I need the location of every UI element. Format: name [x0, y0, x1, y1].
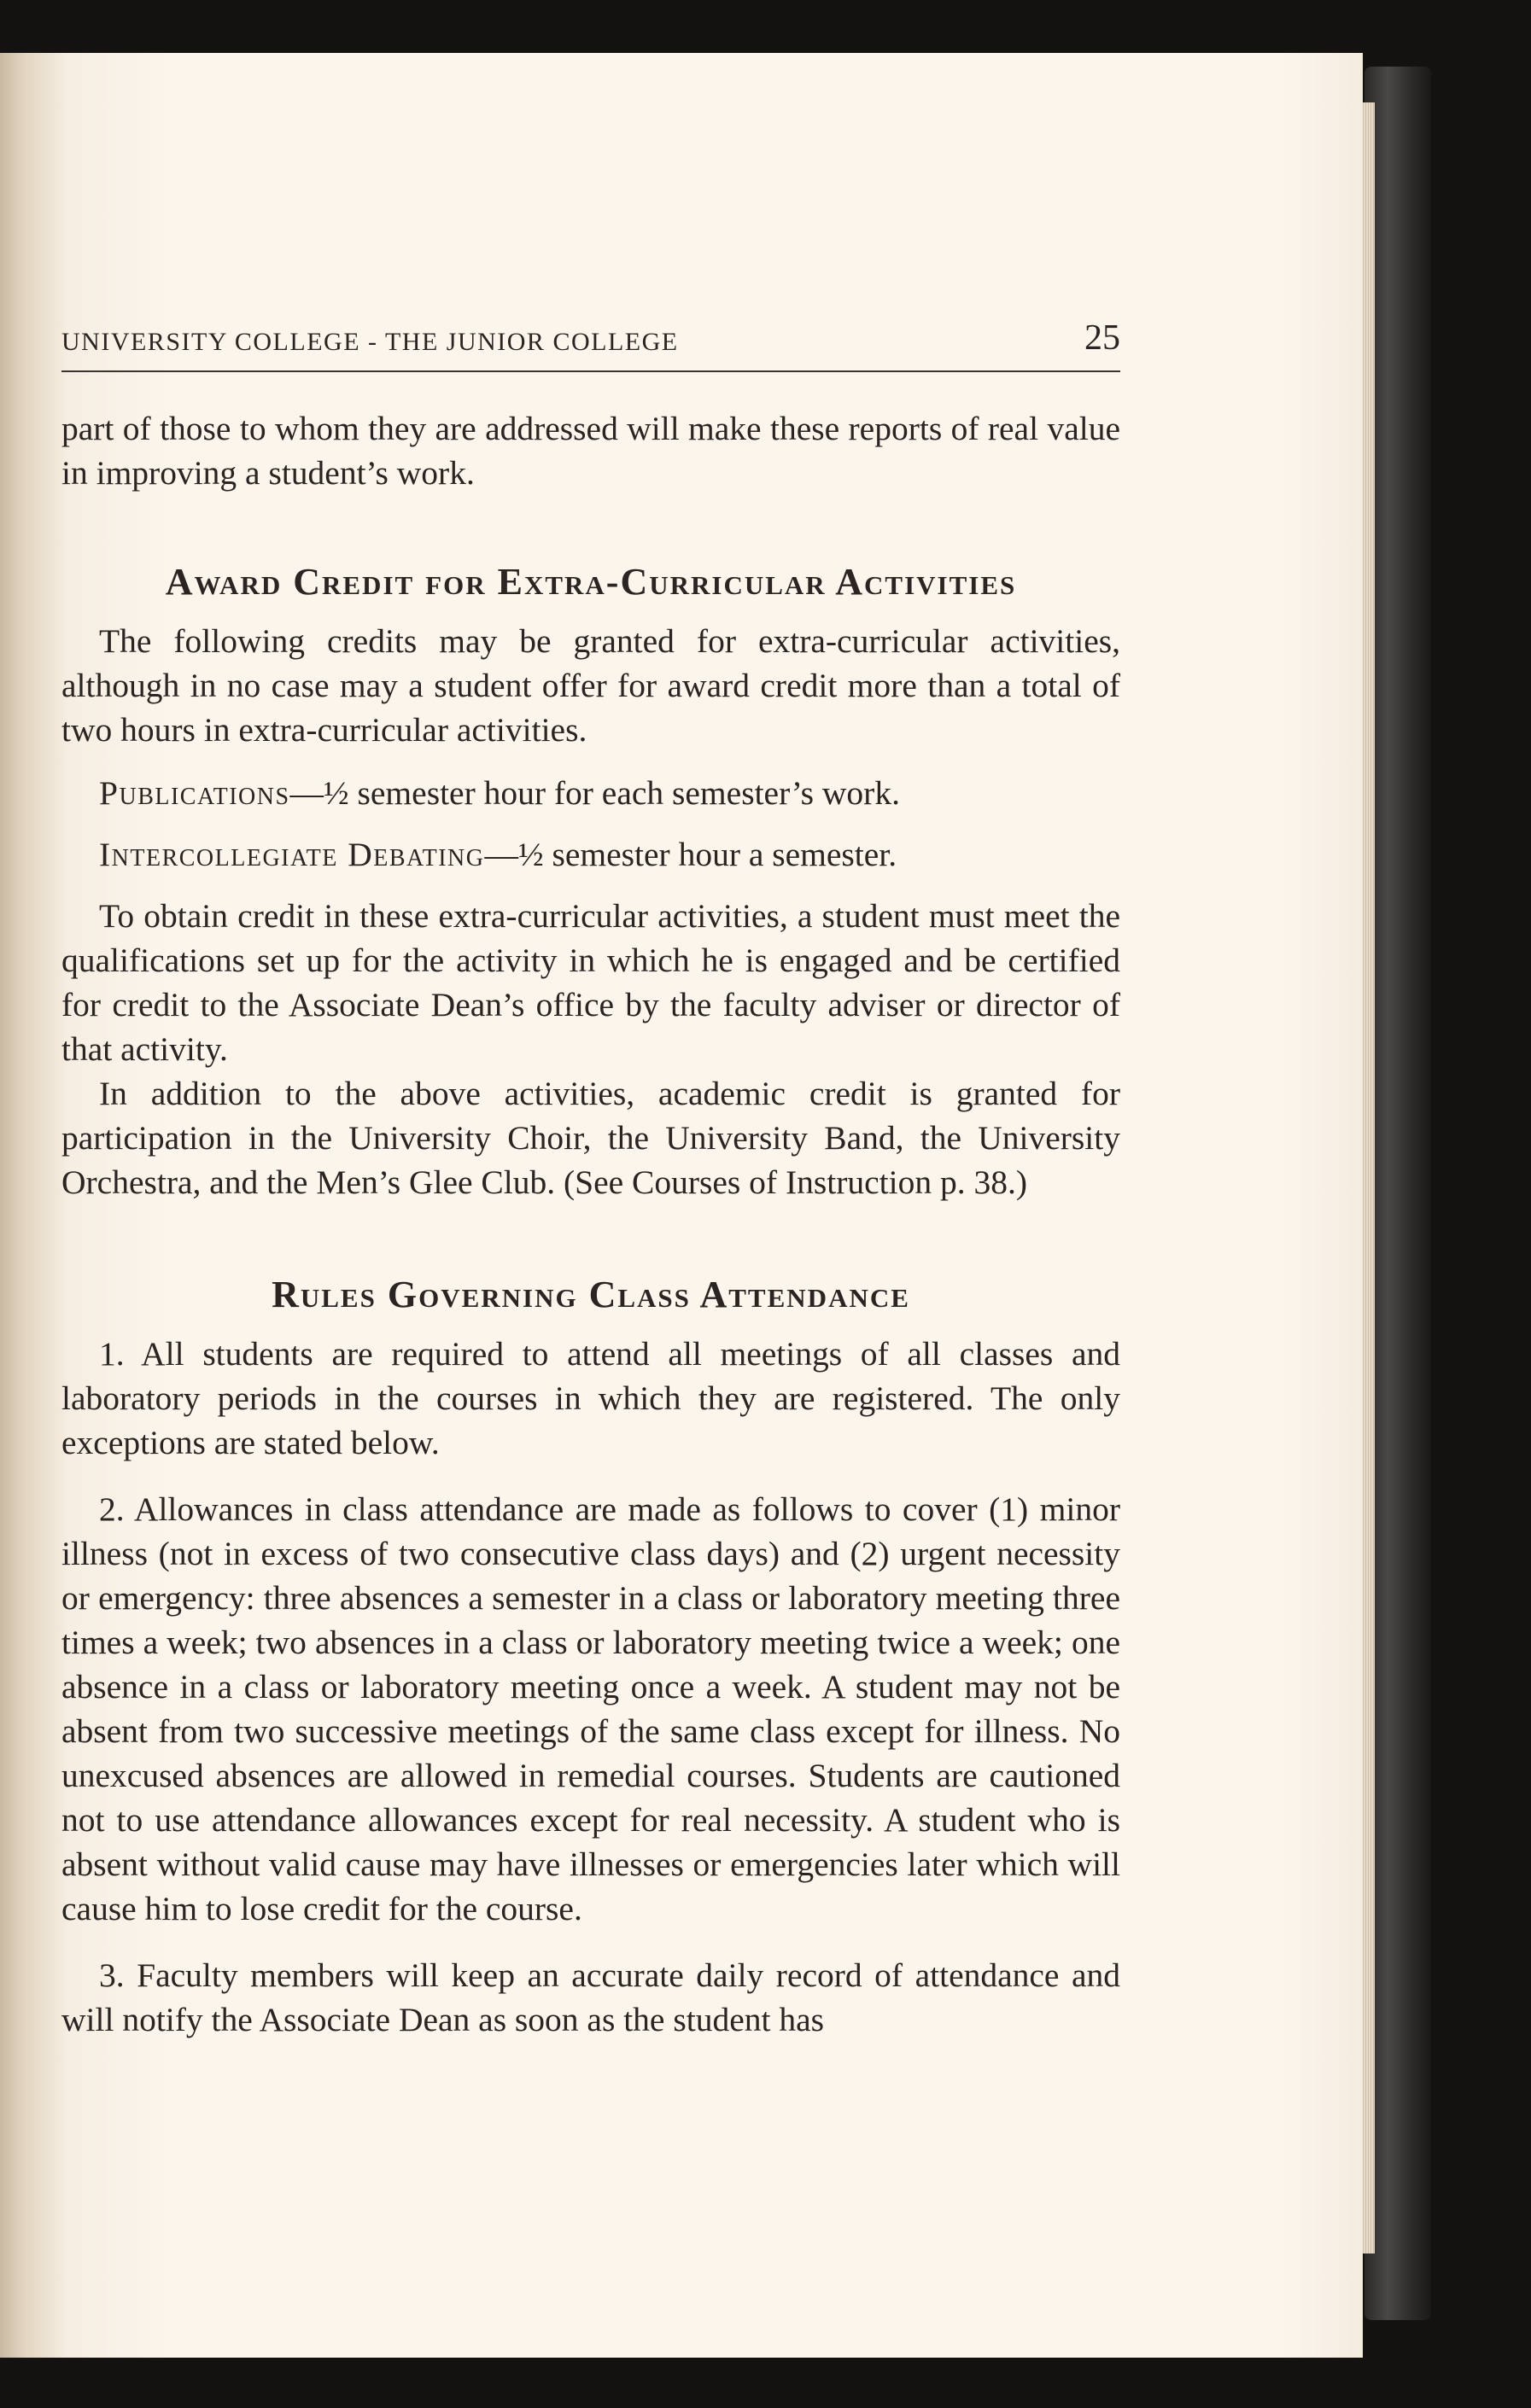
publications-text: —½ semester hour for each semester’s work.: [289, 774, 900, 812]
page-number: 25: [1084, 318, 1120, 358]
publications-credit-line: [61, 771, 1120, 815]
award-credit-paragraph-2: To obtain credit in these extra-curricular activities, a student must meet the qualifications set up for the activity in which he is engaged and be certified for credit to the Associate Dean’s office by the faculty adviser or director of that activity.: [61, 897, 1120, 1068]
attendance-rule-1: 1. All students are required to attend all meetings of all classes and laboratory periods in the courses in which they are registered. The only exceptions are stated below.: [61, 1335, 1120, 1461]
section-heading-class-attendance: Rules Governing Class Attendance: [272, 1274, 910, 1315]
debating-credit-line: [61, 832, 1120, 877]
page-content: [61, 309, 1120, 2042]
running-head-title: UNIVERSITY COLLEGE - THE JUNIOR COLLEGE: [61, 328, 679, 356]
section-heading-award-credit: Award Credit for Extra-Curricular Activities: [165, 561, 1017, 603]
publications-label: Publications: [99, 774, 290, 812]
debating-text: —½ semester hour a semester.: [484, 836, 897, 873]
award-credit-paragraph-3: In addition to the above activities, academic credit is granted for participation in the University Choir, the University Band, the University Orchestra, and the Men’s Glee Club. (See Courses of Instruction p. 38.): [61, 1075, 1120, 1201]
intro-paragraph: part of those to whom they are addressed will make these reports of real value in improving a student’s work.: [61, 410, 1120, 492]
attendance-rule-3: 3. Faculty members will keep an accurate daily record of attendance and will notify the Associate Dean as soon as the student has: [61, 1956, 1120, 2038]
attendance-rule-2: 2. Allowances in class attendance are made as follows to cover (1) minor illness (not in excess of two consecutive class days) and (2) urgent necessity or emergency: three absences a semester in a class or laboratory meeting three times a week; two absences in a class or laboratory meeting twice a week; one absence in a class or laboratory meeting once a week. A student may not be absent from two successive meetings of the same class except for illness. No unexcused absences are allowed in remedial courses. Students are cautioned not to use attendance allowances except for real necessity. A student who is absent without valid cause may have illnesses or emergencies later which will cause him to lose credit for the course.: [61, 1490, 1120, 1927]
award-credit-paragraph-1: The following credits may be granted for extra-curricular activities, although in no case may a student offer for award credit more than a total of two hours in extra-curricular activities.: [61, 622, 1120, 749]
running-head: [61, 309, 1120, 372]
book-page: [0, 53, 1363, 2358]
debating-label: Intercollegiate Debating: [99, 836, 485, 873]
